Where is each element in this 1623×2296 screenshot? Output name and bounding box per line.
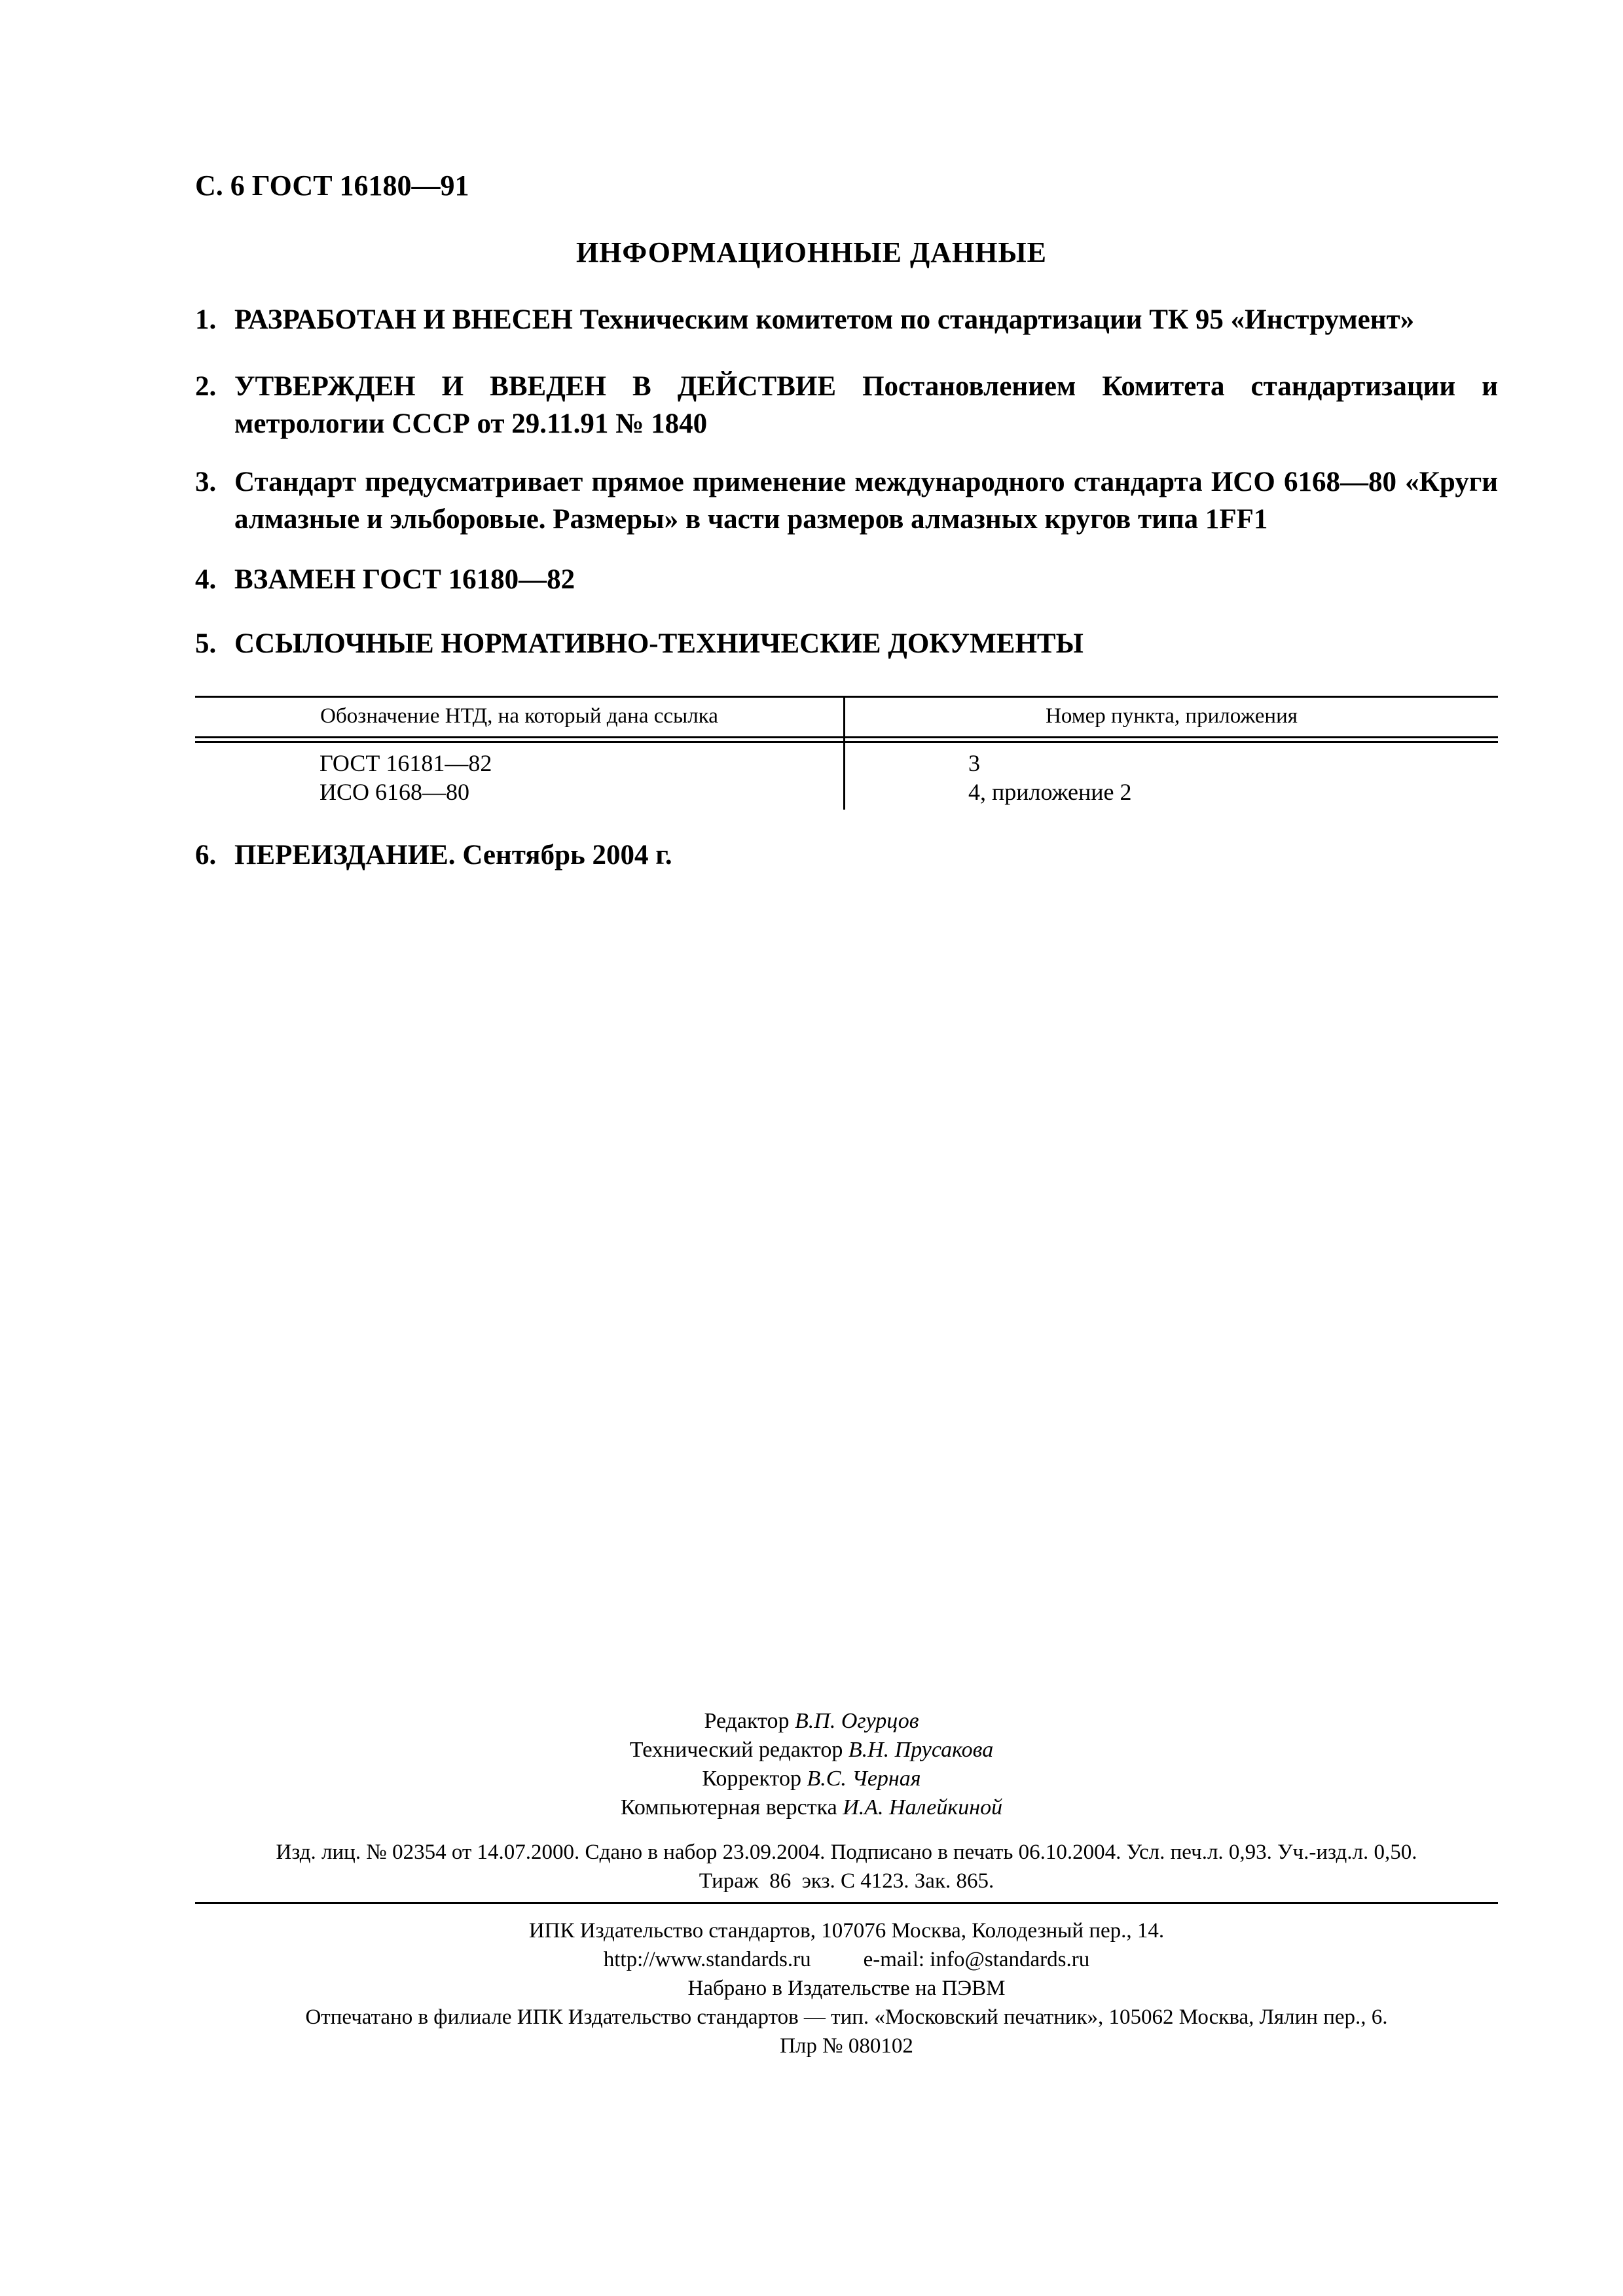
credit-layout: Компьютерная верстка И.А. Налейкиной	[620, 1795, 1003, 1820]
item-text: Стандарт предусматривает прямое применение международного стандарта ИСО 6168—80 «Круги алмазные и эльборовые. Размеры» в части размеров алмазных кругов типа 1FF1	[234, 467, 1498, 535]
item-number: 3.	[195, 467, 217, 497]
publication-line-1: Изд. лиц. № 02354 от 14.07.2000. Сдано в набор 23.09.2004. Подписано в печать 06.10.2004. Усл. печ.л. 0,93. Уч.-изд.л. 0,50.	[276, 1840, 1417, 1864]
editorial-credits	[0, 1707, 1623, 1822]
table-header-clause: Номер пункта, приложения	[1046, 704, 1298, 728]
item-lead: УТВЕРЖДЕН И ВВЕДЕН В ДЕЙСТВИЕ	[234, 371, 837, 402]
credit-corrector: Корректор В.С. Черная	[702, 1767, 921, 1791]
section-title: ИНФОРМАЦИОННЫЕ ДАННЫЕ	[575, 236, 1048, 268]
info-item-5	[195, 625, 1498, 662]
item-lead: ССЫЛОЧНЫЕ НОРМАТИВНО-ТЕХНИЧЕСКИЕ ДОКУМЕНТЫ	[234, 628, 1084, 659]
item-text: Техническим комитетом по стандартизации ТК 95 «Инструмент»	[572, 304, 1415, 335]
imprint-website[interactable]: http://www.standards.ru	[603, 1948, 811, 1971]
table-row-1-doc: ГОСТ 16181—82	[319, 750, 492, 776]
imprint-license: Плр № 080102	[780, 2034, 913, 2058]
footer-rule	[195, 1902, 1498, 1904]
item-number: 2.	[195, 371, 217, 402]
item-text: Сентябрь 2004 г.	[455, 840, 672, 870]
table-row-2-ref: 4, приложение 2	[968, 779, 1132, 805]
item-lead: РАЗРАБОТАН И ВНЕСЕН	[234, 304, 573, 335]
item-number: 5.	[195, 628, 217, 659]
publication-info	[195, 1838, 1498, 1895]
publication-line-2: Тираж 86 экз. С 4123. Зак. 865.	[699, 1869, 994, 1893]
imprint-typeset: Набрано в Издательстве на ПЭВМ	[687, 1977, 1006, 2000]
table-row-2-doc: ИСО 6168—80	[319, 779, 470, 805]
imprint-contacts	[195, 1945, 1498, 1974]
table-header-designation: Обозначение НТД, на который дана ссылка	[320, 704, 718, 728]
info-item-2	[195, 368, 1498, 442]
credit-technical-editor: Технический редактор В.Н. Прусакова	[629, 1738, 994, 1762]
item-lead: ПЕРЕИЗДАНИЕ.	[234, 840, 456, 870]
page-header: С. 6 ГОСТ 16180—91	[195, 170, 469, 202]
imprint-email[interactable]: e-mail: info@standards.ru	[863, 1948, 1090, 1971]
table-header-rule	[195, 736, 1498, 738]
info-item-3	[195, 463, 1498, 538]
imprint-printed: Отпечатано в филиале ИПК Издательство стандартов — тип. «Московский печатник», 105062 Москва, Лялин пер., 6.	[305, 2005, 1388, 2029]
credit-editor: Редактор В.П. Огурцов	[704, 1709, 919, 1733]
imprint-address: ИПК Издательство стандартов, 107076 Москва, Колодезный пер., 14.	[528, 1919, 1165, 1943]
item-lead: ВЗАМЕН ГОСТ 16180—82	[234, 564, 575, 595]
info-item-4	[195, 561, 1498, 598]
item-number: 1.	[195, 304, 217, 335]
table-row-1-ref: 3	[968, 750, 980, 776]
item-text: Постановлением Комитета стандартизации и метрологии СССР от 29.11.91 № 1840	[234, 371, 1499, 439]
info-item-6	[195, 836, 1498, 874]
item-number: 4.	[195, 564, 217, 595]
reference-table	[195, 696, 1498, 814]
item-number: 6.	[195, 840, 217, 870]
publisher-imprint	[195, 1916, 1498, 2060]
table-header-rule-double	[195, 741, 1498, 743]
info-item-1	[195, 301, 1498, 338]
